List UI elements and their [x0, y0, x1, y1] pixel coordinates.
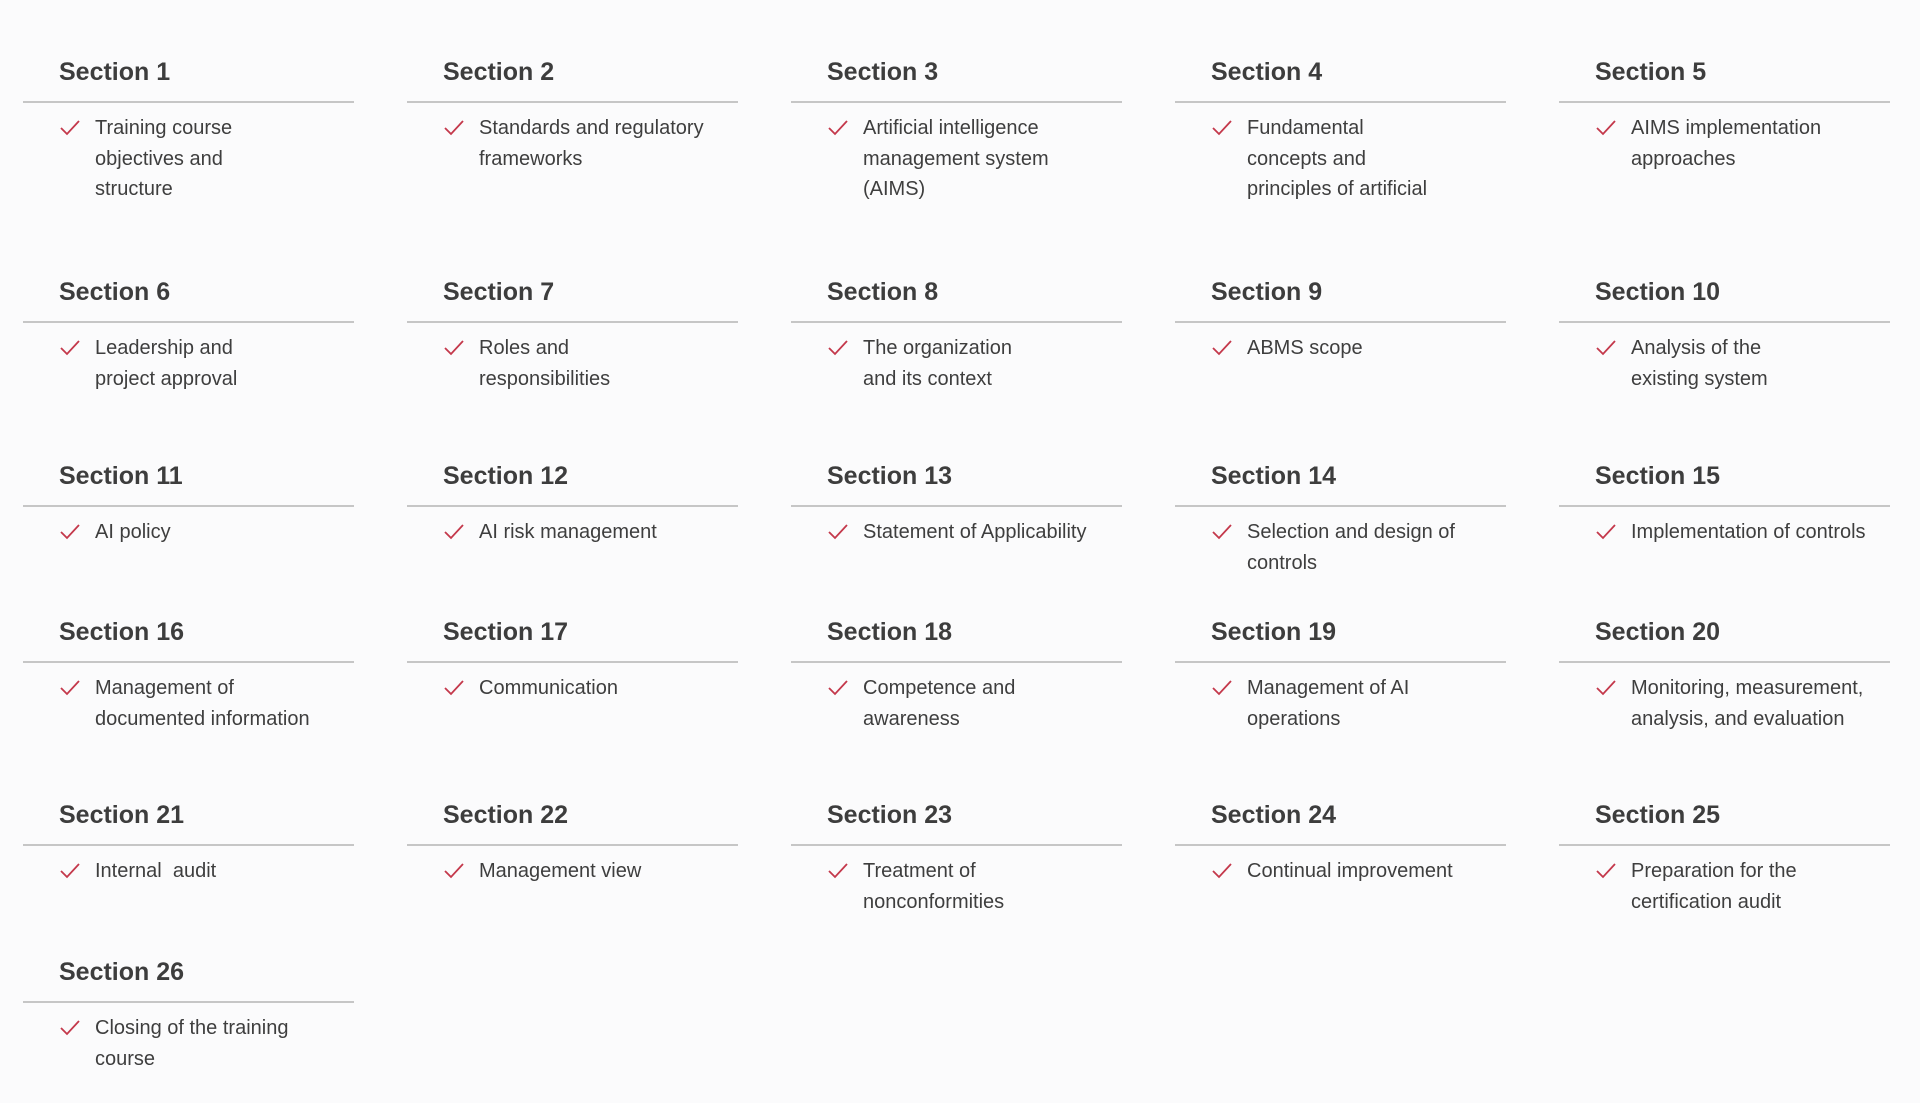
section-item [407, 846, 738, 887]
section-item-text: Artificial intelligence management system (AIMS) [863, 117, 1049, 200]
section-card-7 [407, 277, 738, 394]
check-icon [59, 522, 81, 542]
section-item [1175, 323, 1506, 364]
check-icon [1595, 338, 1617, 358]
section-title: Section 21 [59, 801, 185, 829]
check-icon [59, 678, 81, 698]
section-item-text: AI policy [95, 521, 171, 543]
section-item-text: Management view [479, 860, 642, 882]
section-card-23 [791, 800, 1122, 917]
section-item [23, 846, 354, 887]
section-title: Section 6 [59, 278, 171, 306]
section-card-25 [1559, 800, 1890, 917]
section-item [1559, 323, 1890, 394]
section-item [407, 663, 738, 704]
section-item-text: Closing of the training course [95, 1017, 289, 1070]
section-title: Section 22 [443, 801, 569, 829]
section-item-text: Standards and regulatory frameworks [479, 117, 704, 170]
section-title: Section 25 [1595, 801, 1721, 829]
section-title: Section 2 [443, 58, 555, 86]
section-title: Section 18 [827, 618, 953, 646]
section-item-text: Monitoring, measurement, analysis, and evaluation [1631, 677, 1864, 730]
section-title: Section 9 [1211, 278, 1323, 306]
section-card-10 [1559, 277, 1890, 394]
section-title: Section 14 [1211, 462, 1337, 490]
section-item [1559, 103, 1890, 174]
section-item-text: Implementation of controls [1631, 521, 1866, 543]
check-icon [827, 678, 849, 698]
check-icon [443, 861, 465, 881]
section-card-26 [23, 957, 354, 1074]
section-item-text: The organization and its context [863, 337, 1012, 390]
section-card-5 [1559, 57, 1890, 174]
section-item-text: AI risk management [479, 521, 657, 543]
section-title: Section 26 [59, 958, 185, 986]
section-item-text: Management of documented information [95, 677, 310, 730]
section-item [23, 507, 354, 548]
section-title: Section 12 [443, 462, 569, 490]
section-item-text: Fundamental concepts and principles of artificial [1247, 117, 1428, 200]
section-card-17 [407, 617, 738, 704]
section-title: Section 1 [59, 58, 171, 86]
section-card-3 [791, 57, 1122, 205]
check-icon [1595, 861, 1617, 881]
section-item [791, 323, 1122, 394]
section-card-16 [23, 617, 354, 734]
section-item-text: Analysis of the existing system [1631, 337, 1768, 390]
section-card-2 [407, 57, 738, 174]
section-title: Section 15 [1595, 462, 1721, 490]
section-title: Section 11 [59, 462, 183, 490]
section-card-14 [1175, 461, 1506, 578]
section-item [1559, 846, 1890, 917]
section-item-text: Preparation for the certification audit [1631, 860, 1797, 913]
check-icon [443, 678, 465, 698]
section-item [407, 323, 738, 394]
section-title: Section 7 [443, 278, 555, 306]
section-item [1559, 507, 1890, 548]
section-title: Section 13 [827, 462, 953, 490]
section-card-20 [1559, 617, 1890, 734]
section-item-text: Continual improvement [1247, 860, 1453, 882]
check-icon [1211, 338, 1233, 358]
check-icon [827, 861, 849, 881]
section-card-9 [1175, 277, 1506, 364]
section-item [1559, 663, 1890, 734]
section-card-6 [23, 277, 354, 394]
section-item [1175, 846, 1506, 887]
section-item [23, 103, 354, 205]
section-card-15 [1559, 461, 1890, 548]
check-icon [443, 522, 465, 542]
check-icon [827, 338, 849, 358]
check-icon [827, 522, 849, 542]
check-icon [1595, 678, 1617, 698]
section-item-text: Selection and design of controls [1247, 521, 1455, 574]
section-item [791, 103, 1122, 205]
check-icon [443, 118, 465, 138]
section-title: Section 5 [1595, 58, 1707, 86]
section-item [791, 663, 1122, 734]
check-icon [59, 1018, 81, 1038]
check-icon [827, 118, 849, 138]
section-card-1 [23, 57, 354, 205]
section-item [1175, 103, 1506, 205]
section-card-21 [23, 800, 354, 887]
section-item [1175, 507, 1506, 578]
section-card-18 [791, 617, 1122, 734]
check-icon [59, 118, 81, 138]
section-card-19 [1175, 617, 1506, 734]
section-title: Section 8 [827, 278, 939, 306]
check-icon [1211, 522, 1233, 542]
section-item [23, 663, 354, 734]
section-card-12 [407, 461, 738, 548]
check-icon [59, 861, 81, 881]
section-card-8 [791, 277, 1122, 394]
section-item-text: Communication [479, 677, 618, 699]
section-item-text: Roles and responsibilities [479, 337, 611, 390]
section-title: Section 10 [1595, 278, 1721, 306]
section-item [407, 507, 738, 548]
section-card-24 [1175, 800, 1506, 887]
section-title: Section 3 [827, 58, 939, 86]
section-card-22 [407, 800, 738, 887]
section-card-4 [1175, 57, 1506, 205]
section-item-text: Competence and awareness [863, 677, 1016, 730]
section-title: Section 20 [1595, 618, 1721, 646]
section-title: Section 24 [1211, 801, 1337, 829]
section-item [1175, 663, 1506, 734]
section-item [23, 323, 354, 394]
section-card-11 [23, 461, 354, 548]
check-icon [1211, 678, 1233, 698]
section-item-text: Training course objectives and structure [95, 117, 233, 200]
check-icon [59, 338, 81, 358]
section-title: Section 16 [59, 618, 185, 646]
section-title: Section 17 [443, 618, 569, 646]
section-item-text: Internal audit [95, 860, 217, 882]
section-item-text: Statement of Applicability [863, 521, 1087, 543]
section-card-13 [791, 461, 1122, 548]
section-item [23, 1003, 354, 1074]
section-item-text: Treatment of nonconformities [863, 860, 1005, 913]
section-title: Section 4 [1211, 58, 1323, 86]
section-title: Section 19 [1211, 618, 1337, 646]
section-item-text: ABMS scope [1247, 337, 1363, 359]
section-item [407, 103, 738, 174]
check-icon [443, 338, 465, 358]
section-item-text: Management of AI operations [1247, 677, 1410, 730]
section-title: Section 23 [827, 801, 953, 829]
section-item-text: AIMS implementation approaches [1631, 117, 1822, 170]
section-item-text: Leadership and project approval [95, 337, 238, 390]
check-icon [1211, 861, 1233, 881]
check-icon [1211, 118, 1233, 138]
check-icon [1595, 118, 1617, 138]
check-icon [1595, 522, 1617, 542]
section-item [791, 507, 1122, 548]
section-item [791, 846, 1122, 917]
